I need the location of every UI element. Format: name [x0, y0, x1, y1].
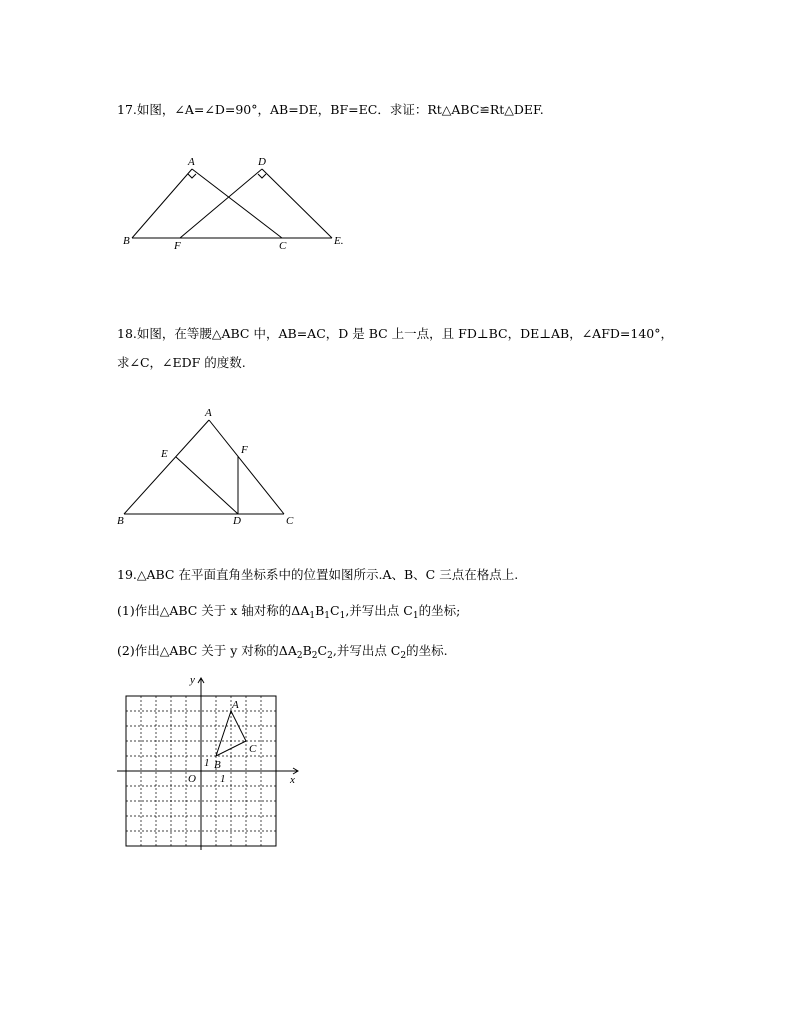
line-ab	[124, 420, 209, 514]
label-b: B	[117, 515, 124, 527]
label-x-unit: 1	[220, 773, 226, 785]
q18-line2: 求∠C，∠EDF 的度数.	[117, 355, 246, 370]
label-e: E.	[334, 235, 344, 247]
label-b: B	[123, 235, 130, 247]
q19-line1: 19.△ABC 在平面直角坐标系中的位置如图所示.A、B、C 三点在格点上.	[117, 567, 519, 582]
q19-coordinate-grid	[112, 670, 307, 855]
label-d: D	[233, 515, 241, 527]
q18-line1: 18.如图，在等腰△ABC 中，AB=AC，D 是 BC 上一点，且 FD⊥BC，DE⊥AB，∠AFD=140°，	[117, 326, 673, 341]
right-angle-mark-d	[258, 174, 266, 178]
label-c: C	[286, 515, 294, 527]
label-origin: O	[188, 773, 196, 785]
label-a: A	[188, 156, 195, 168]
label-y: y	[190, 674, 195, 686]
line-ac	[192, 169, 282, 238]
line-ac	[209, 420, 284, 514]
label-a: A	[232, 699, 239, 711]
q17-figure	[110, 150, 360, 255]
label-x: x	[290, 774, 295, 786]
label-y-unit: 1	[204, 757, 210, 769]
label-d: D	[258, 156, 266, 168]
label-c: C	[279, 240, 287, 252]
label-f: F	[241, 444, 248, 456]
q18-figure	[110, 400, 310, 530]
line-ed	[176, 457, 238, 514]
label-e: E	[161, 448, 168, 460]
line-fd	[180, 169, 262, 238]
q19-part2: (2)作出△ABC 关于 y 对称的$\Delta A_2B_2C_2$,并写出点 $C_2$的坐标.	[117, 643, 448, 661]
q17-text: 17.如图，∠A=∠D=90°，AB=DE，BF=EC．求证：Rt△ABC≌Rt△DEF.	[117, 102, 544, 117]
label-c: C	[249, 743, 257, 755]
right-angle-mark-a	[188, 174, 196, 178]
q19-part1: (1)作出△ABC 关于 x 轴对称的$\Delta A_1B_1C_1$,并写出点 $C_1$的坐标;	[117, 603, 461, 621]
line-de	[262, 169, 332, 238]
line-ab	[132, 169, 192, 238]
label-f: F	[174, 240, 181, 252]
label-b: B	[214, 759, 221, 771]
label-a: A	[205, 407, 212, 419]
